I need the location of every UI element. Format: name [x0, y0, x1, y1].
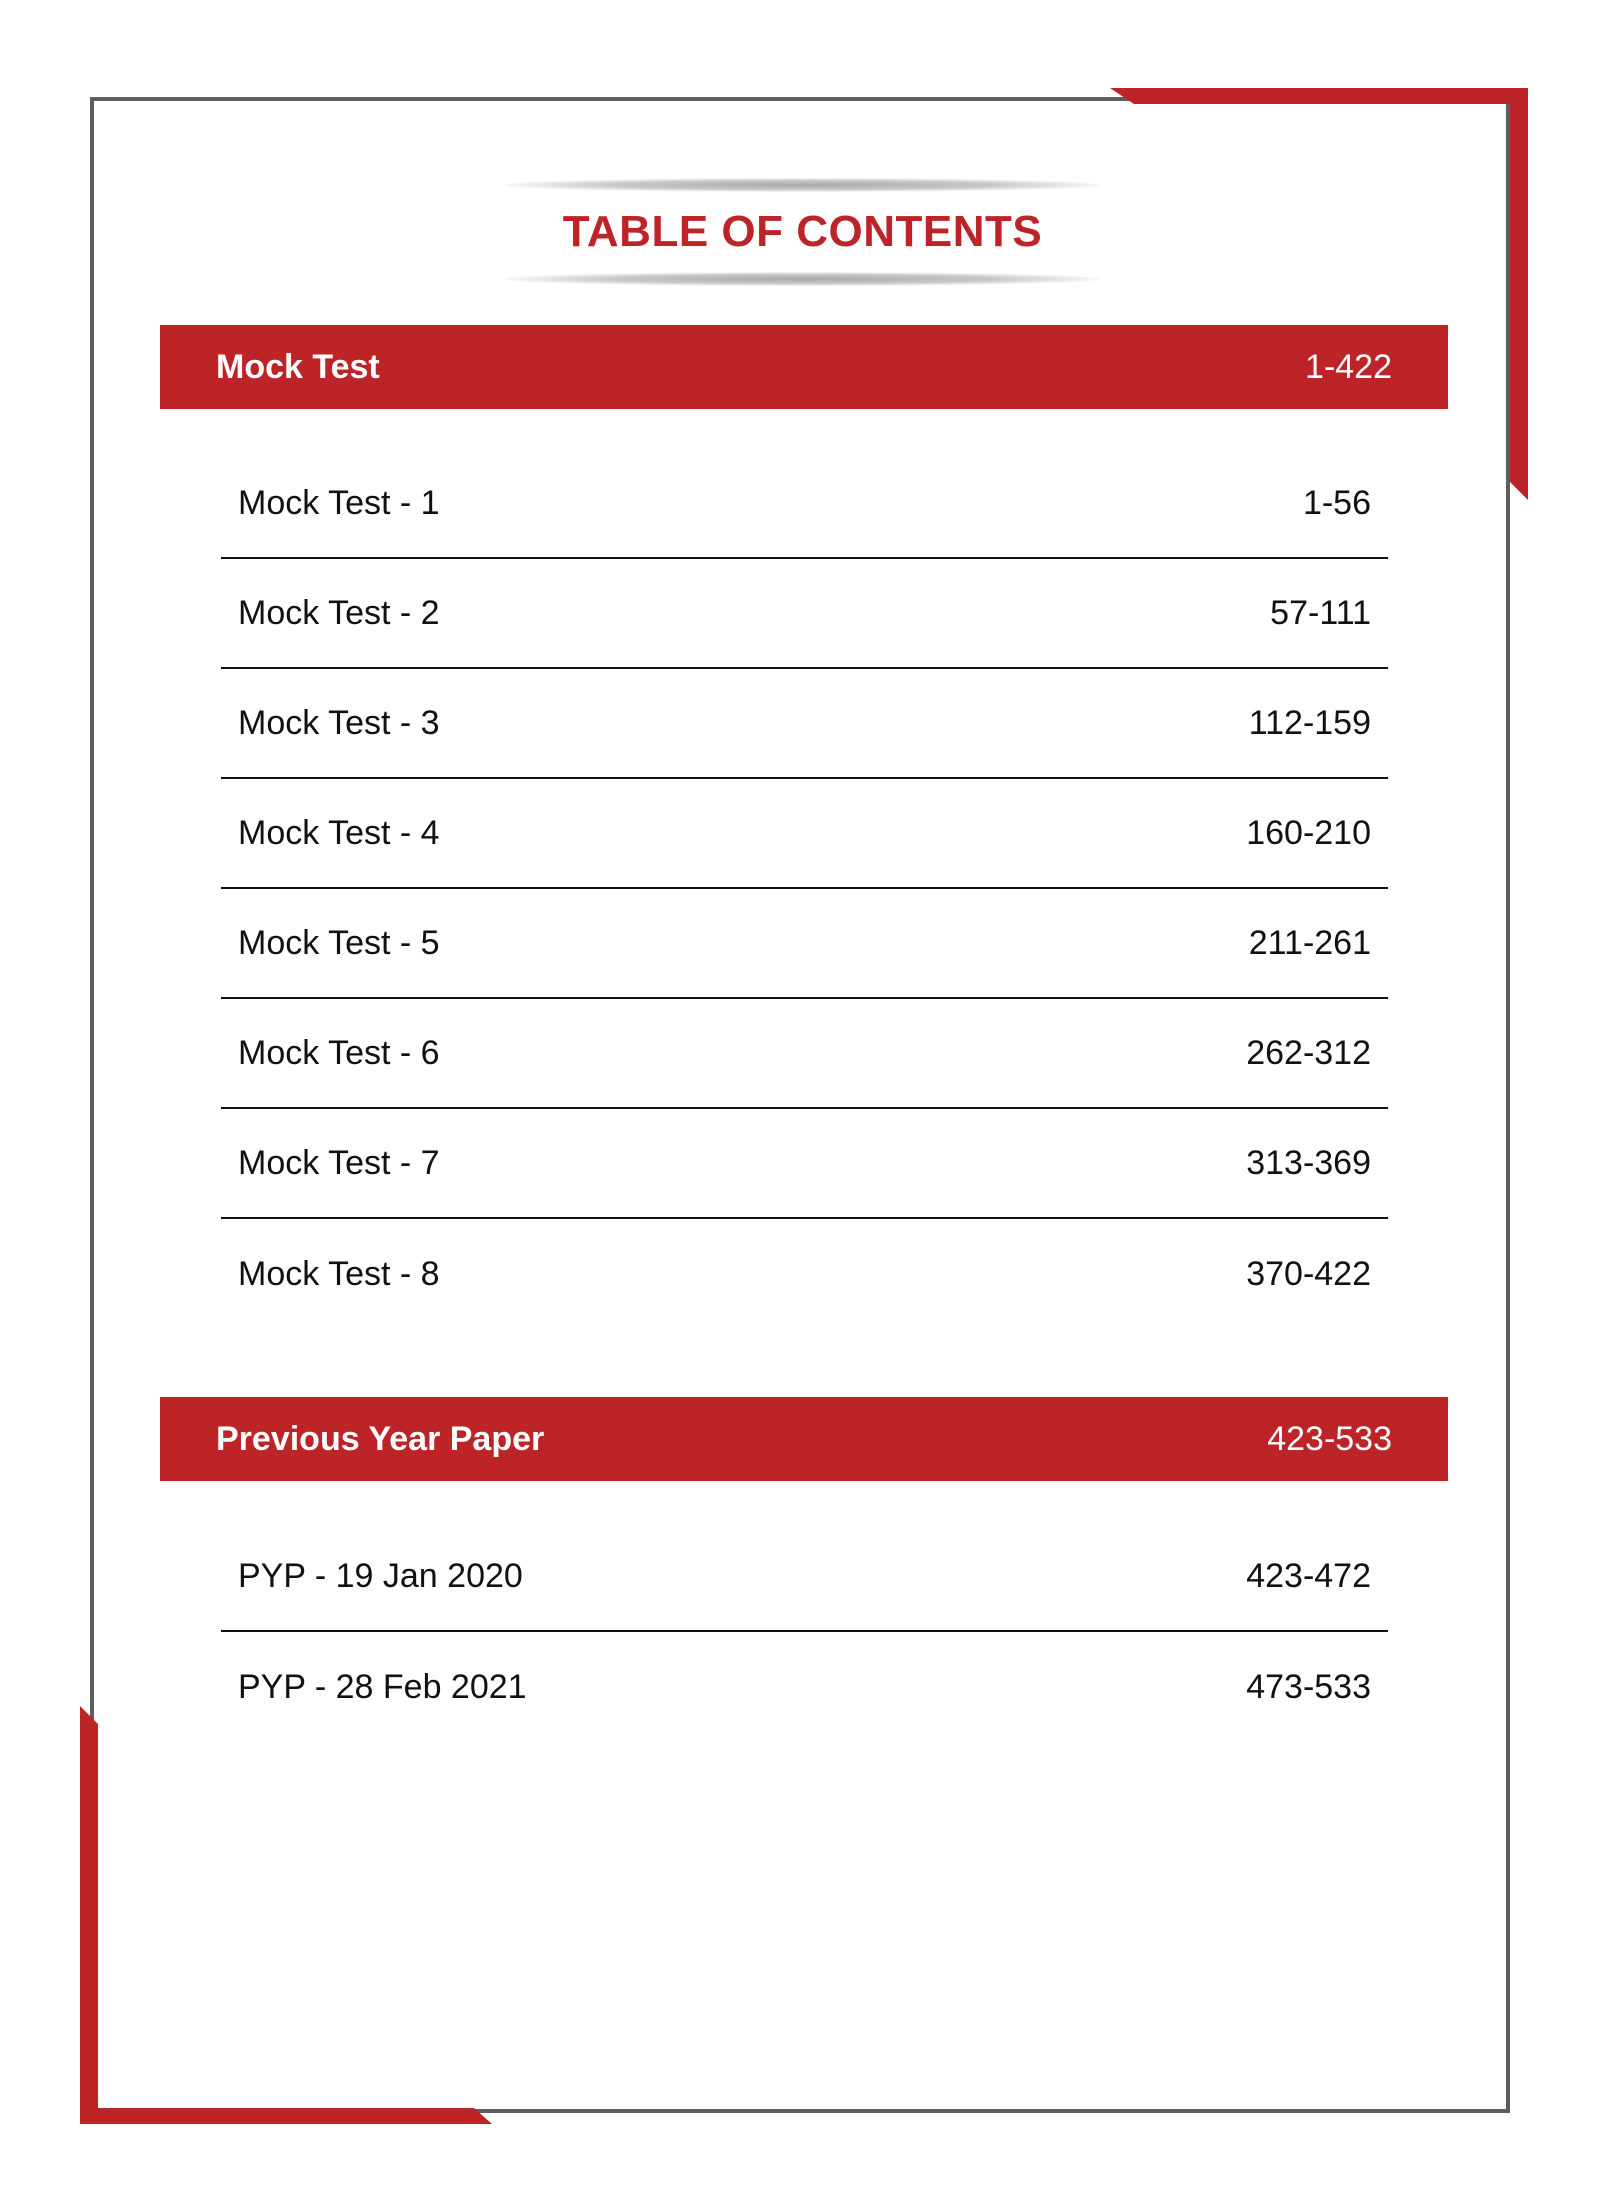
entry-label: Mock Test - 7 — [238, 1143, 440, 1182]
entry-label: Mock Test - 5 — [238, 923, 440, 962]
toc-entry-mock-test-1[interactable] — [221, 449, 1388, 559]
page-title: TABLE OF CONTENTS — [562, 207, 1043, 256]
entry-page-range: 211-261 — [1248, 923, 1371, 962]
title-block — [505, 178, 1100, 286]
entry-page-range: 473-533 — [1246, 1667, 1371, 1706]
previous-year-paper-list — [221, 1522, 1388, 1742]
toc-entry-pyp-28-feb-2021[interactable] — [221, 1632, 1388, 1742]
entry-label: PYP - 28 Feb 2021 — [238, 1667, 527, 1706]
entry-page-range: 57-111 — [1270, 593, 1371, 632]
section-title: Previous Year Paper — [216, 1419, 545, 1458]
title-swoosh-top — [505, 178, 1100, 192]
corner-accent-bottom-left — [80, 2108, 492, 2124]
corner-accent-bottom-left-vertical — [80, 1706, 98, 2124]
toc-entry-mock-test-2[interactable] — [221, 559, 1388, 669]
entry-page-range: 1-56 — [1302, 483, 1371, 522]
entry-label: Mock Test - 8 — [238, 1254, 440, 1293]
entry-page-range: 112-159 — [1248, 703, 1371, 742]
section-page-range: 1-422 — [1305, 347, 1392, 386]
toc-entry-mock-test-3[interactable] — [221, 669, 1388, 779]
section-page-range: 423-533 — [1267, 1419, 1392, 1458]
section-title: Mock Test — [216, 347, 380, 386]
entry-label: Mock Test - 6 — [238, 1033, 440, 1072]
toc-entry-mock-test-5[interactable] — [221, 889, 1388, 999]
entry-label: PYP - 19 Jan 2020 — [238, 1556, 523, 1595]
entry-page-range: 160-210 — [1246, 813, 1371, 852]
entry-page-range: 370-422 — [1246, 1254, 1371, 1293]
toc-entry-mock-test-7[interactable] — [221, 1109, 1388, 1219]
entry-label: Mock Test - 2 — [238, 593, 440, 632]
entry-page-range: 262-312 — [1246, 1033, 1371, 1072]
entry-label: Mock Test - 3 — [238, 703, 440, 742]
toc-entry-mock-test-4[interactable] — [221, 779, 1388, 889]
toc-entry-mock-test-8[interactable] — [221, 1219, 1388, 1329]
entry-label: Mock Test - 1 — [238, 483, 440, 522]
toc-entry-pyp-19-jan-2020[interactable] — [221, 1522, 1388, 1632]
corner-accent-top-right-vertical — [1510, 88, 1528, 500]
entry-page-range: 313-369 — [1246, 1143, 1371, 1182]
section-header-mock-test[interactable] — [160, 325, 1448, 409]
title-swoosh-bottom — [505, 272, 1100, 286]
toc-entry-mock-test-6[interactable] — [221, 999, 1388, 1109]
entry-page-range: 423-472 — [1246, 1556, 1371, 1595]
entry-label: Mock Test - 4 — [238, 813, 440, 852]
corner-accent-top-right — [1110, 88, 1528, 104]
mock-test-list — [221, 449, 1388, 1329]
section-header-previous-year-paper[interactable] — [160, 1397, 1448, 1481]
